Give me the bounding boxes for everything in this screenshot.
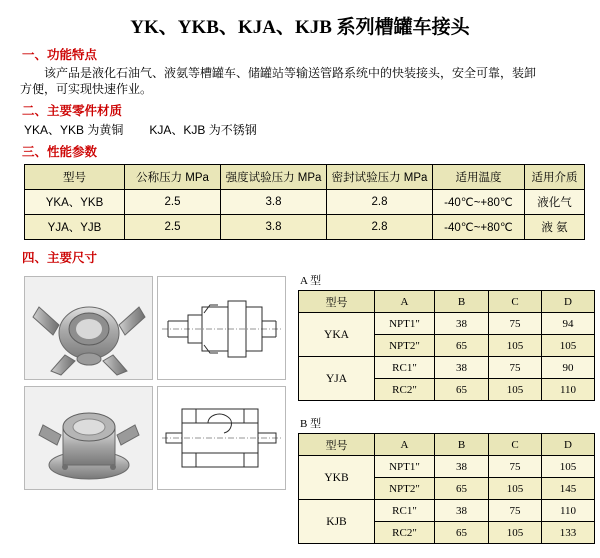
perf-cell: 3.8 — [221, 190, 327, 215]
image-column — [24, 276, 286, 496]
dim-cell: 38 — [435, 500, 489, 522]
coupling-photo-a — [24, 276, 153, 380]
dim-cell: 105 — [542, 335, 595, 357]
perf-header-cell: 适用介质 — [525, 165, 585, 190]
dim-model-cell: KJB — [299, 500, 375, 544]
page-title: YK、YKB、KJA、KJB 系列槽罐车接头 — [130, 17, 470, 38]
dimension-table-a — [298, 290, 595, 401]
dim-cell: 105 — [542, 456, 595, 478]
table-header-row — [299, 434, 595, 456]
table-header-row — [299, 291, 595, 313]
dim-cell: RC2" — [375, 522, 435, 544]
section-heading-dimensions: 四、主要尺寸 — [22, 251, 98, 265]
dimension-table-b — [298, 433, 595, 544]
dim-cell: 38 — [435, 313, 489, 335]
perf-header-cell: 公称压力 MPa — [125, 165, 221, 190]
table-row — [25, 215, 585, 240]
perf-cell: 2.8 — [327, 190, 433, 215]
dim-cell: 105 — [489, 379, 542, 401]
table-row — [299, 357, 595, 379]
dim-header-cell: C — [489, 434, 542, 456]
dim-header-cell: B — [435, 291, 489, 313]
dim-header-cell: C — [489, 291, 542, 313]
table-row — [299, 313, 595, 335]
dim-cell: 105 — [489, 522, 542, 544]
image-row-a — [24, 276, 286, 380]
perf-header-cell: 密封试验压力 MPa — [327, 165, 433, 190]
perf-cell: 液 氨 — [525, 215, 585, 240]
dim-cell: 133 — [542, 522, 595, 544]
dim-header-cell: A — [375, 434, 435, 456]
section-heading-features: 一、功能特点 — [22, 48, 98, 62]
table-row — [299, 456, 595, 478]
section-heading-performance: 三、性能参数 — [22, 145, 98, 159]
dim-cell: 110 — [542, 500, 595, 522]
dim-model-cell: YKB — [299, 456, 375, 500]
perf-header-cell: 型号 — [25, 165, 125, 190]
dim-cell: 38 — [435, 456, 489, 478]
dim-cell: 75 — [489, 313, 542, 335]
dim-header-cell: A — [375, 291, 435, 313]
dim-cell: 38 — [435, 357, 489, 379]
dim-cell: 94 — [542, 313, 595, 335]
dim-table-caption-a: A 型 — [300, 275, 322, 287]
perf-cell: YJA、YJB — [25, 215, 125, 240]
dim-cell: RC1" — [375, 357, 435, 379]
dim-model-cell: YJA — [299, 357, 375, 401]
dim-header-cell: D — [542, 291, 595, 313]
perf-cell: 2.8 — [327, 215, 433, 240]
dim-cell: 145 — [542, 478, 595, 500]
table-row — [299, 500, 595, 522]
dim-cell: 65 — [435, 379, 489, 401]
perf-cell: 2.5 — [125, 215, 221, 240]
dim-cell: RC1" — [375, 500, 435, 522]
dim-cell: 75 — [489, 500, 542, 522]
table-header-row — [25, 165, 585, 190]
dimension-tables-column — [298, 272, 598, 558]
coupling-photo-b — [24, 386, 153, 490]
dim-header-cell: D — [542, 434, 595, 456]
dim-cell: NPT2" — [375, 478, 435, 500]
coupling-drawing-b — [157, 386, 286, 490]
dim-cell: 65 — [435, 478, 489, 500]
dim-cell: 65 — [435, 522, 489, 544]
perf-cell: 3.8 — [221, 215, 327, 240]
dim-header-cell: 型号 — [299, 291, 375, 313]
document-page — [0, 12, 600, 539]
image-row-b — [24, 386, 286, 490]
dim-cell: RC2" — [375, 379, 435, 401]
perf-cell: 液化气 — [525, 190, 585, 215]
dim-model-cell: YKA — [299, 313, 375, 357]
perf-cell: YKA、YKB — [25, 190, 125, 215]
dim-header-cell: 型号 — [299, 434, 375, 456]
features-paragraph-line2: 方便，可实现快速作业。 — [20, 82, 153, 96]
dim-cell: NPT1" — [375, 456, 435, 478]
section-heading-material: 二、主要零件材质 — [22, 104, 123, 118]
perf-header-cell: 强度试验压力 MPa — [221, 165, 327, 190]
dim-table-caption-b: B 型 — [300, 418, 322, 430]
dim-cell: 105 — [489, 335, 542, 357]
dim-cell: 105 — [489, 478, 542, 500]
dim-cell: 75 — [489, 456, 542, 478]
material-line — [24, 121, 590, 138]
performance-table — [24, 164, 585, 240]
material-steel-text: KJA、KJB 为不锈钢 — [149, 123, 257, 137]
material-brass-text: YKA、YKB 为黄铜 — [24, 123, 124, 137]
features-paragraph-line1: 该产品是液化石油气、液氨等槽罐车、储罐站等输送管路系统中的快装接头，安全可靠，装卸 — [44, 66, 537, 80]
dim-cell: NPT1" — [375, 313, 435, 335]
dim-cell: 75 — [489, 357, 542, 379]
coupling-drawing-a — [157, 276, 286, 380]
dim-cell: 90 — [542, 357, 595, 379]
dim-cell: NPT2" — [375, 335, 435, 357]
dim-cell: 110 — [542, 379, 595, 401]
perf-cell: -40℃~+80℃ — [433, 215, 525, 240]
dim-header-cell: B — [435, 434, 489, 456]
table-row — [25, 190, 585, 215]
perf-cell: -40℃~+80℃ — [433, 190, 525, 215]
dim-cell: 65 — [435, 335, 489, 357]
perf-cell: 2.5 — [125, 190, 221, 215]
perf-header-cell: 适用温度 — [433, 165, 525, 190]
